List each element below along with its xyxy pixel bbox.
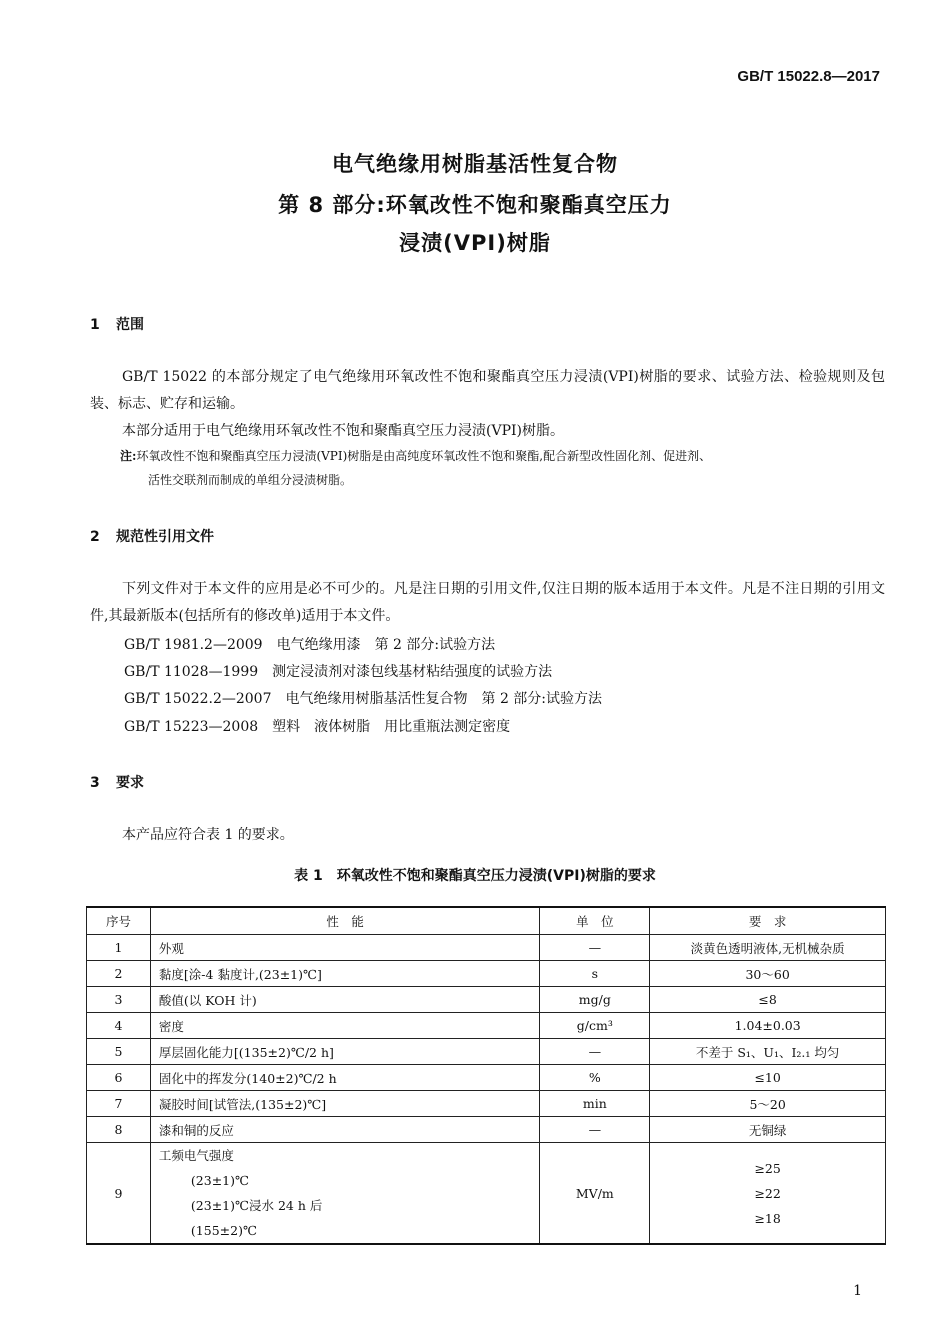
section-3-intro: 本产品应符合表 1 的要求。 <box>122 827 294 843</box>
cell-unit: min <box>540 1091 650 1117</box>
normative-reference: GB/T 11028—1999 测定浸渍剂对漆包线基材粘结强度的试验方法 <box>124 664 553 680</box>
section-1-note <box>120 444 890 492</box>
table-row <box>87 1117 886 1143</box>
normative-reference: GB/T 15223—2008 塑料 液体树脂 用比重瓶法测定密度 <box>124 719 511 735</box>
cell-property: 漆和铜的反应 <box>150 1117 539 1143</box>
cell-unit: % <box>540 1065 650 1091</box>
cell-property: 凝胶时间[试管法,(135±2)℃] <box>150 1091 539 1117</box>
page-number: 1 <box>853 1283 862 1299</box>
cell-requirement: 淡黄色透明液体,无机械杂质 <box>650 935 886 961</box>
table-row <box>87 935 886 961</box>
cell-property: 酸值(以 KOH 计) <box>150 987 539 1013</box>
table-row <box>87 1013 886 1039</box>
note-line-2: 活性交联剂而制成的单组分浸渍树脂。 <box>148 473 353 487</box>
cell-seq: 3 <box>87 987 151 1013</box>
section-1-para-2: 本部分适用于电气绝缘用环氧改性不饱和聚酯真空压力浸渍(VPI)树脂。 <box>122 423 564 439</box>
cell-seq: 9 <box>87 1143 151 1245</box>
cell-seq: 5 <box>87 1039 151 1065</box>
section-1-number: 1 <box>90 317 100 333</box>
table-header-row <box>87 907 886 935</box>
standard-code: GB/T 15022.8—2017 <box>737 68 880 85</box>
dielectric-strength-title: 工频电气强度 <box>158 1148 234 1163</box>
cell-seq: 8 <box>87 1117 151 1143</box>
header-unit: 单 位 <box>540 907 650 935</box>
cell-unit: — <box>540 1117 650 1143</box>
table-row <box>87 987 886 1013</box>
cell-property: 黏度[涂-4 黏度计,(23±1)℃] <box>150 961 539 987</box>
requirement-value: ≥18 <box>754 1210 781 1226</box>
requirements-table <box>86 906 886 1245</box>
note-line-1: 环氧改性不饱和聚酯真空压力浸渍(VPI)树脂是由高纯度环氧改性不饱和聚酯,配合新型改性固化剂、促进剂、 <box>136 449 712 463</box>
cell-property <box>150 1143 539 1245</box>
cell-requirement: 30～60 <box>650 961 886 987</box>
table-row <box>87 1091 886 1117</box>
cell-seq: 6 <box>87 1065 151 1091</box>
cell-property: 外观 <box>150 935 539 961</box>
cell-requirement: 5～20 <box>650 1091 886 1117</box>
cell-unit: mg/g <box>540 987 650 1013</box>
doc-title-line3: 浸渍(VPI)树脂 <box>399 231 551 255</box>
cell-requirement: ≤10 <box>650 1065 886 1091</box>
requirement-value: ≥22 <box>754 1185 781 1201</box>
section-1-para-1: GB/T 15022 的本部分规定了电气绝缘用环氧改性不饱和聚酯真空压力浸渍(VPI)树脂的要求、试验方法、检验规则及包装、标志、贮存和运输。 <box>90 369 885 412</box>
cell-seq: 4 <box>87 1013 151 1039</box>
table-row <box>87 1065 886 1091</box>
cell-unit: — <box>540 1039 650 1065</box>
requirement-value: ≥25 <box>754 1160 781 1176</box>
cell-unit: — <box>540 935 650 961</box>
header-seq: 序号 <box>87 907 151 935</box>
test-condition: (23±1)℃ <box>190 1173 249 1188</box>
test-condition: (155±2)℃ <box>190 1223 257 1238</box>
section-3-title: 要求 <box>116 775 144 791</box>
table-row <box>87 961 886 987</box>
table-row <box>87 1039 886 1065</box>
cell-seq: 7 <box>87 1091 151 1117</box>
section-1-title: 范围 <box>116 317 144 333</box>
cell-requirement: 1.04±0.03 <box>650 1013 886 1039</box>
cell-seq: 1 <box>87 935 151 961</box>
section-1-heading <box>90 314 144 334</box>
section-2-number: 2 <box>90 529 100 545</box>
cell-property: 固化中的挥发分(140±2)℃/2 h <box>150 1065 539 1091</box>
cell-requirement: ≤8 <box>650 987 886 1013</box>
cell-requirement <box>650 1143 886 1245</box>
section-2-heading <box>90 526 214 546</box>
cell-unit: MV/m <box>540 1143 650 1245</box>
test-condition: (23±1)℃浸水 24 h 后 <box>190 1198 323 1213</box>
doc-title-line2: 第 8 部分:环氧改性不饱和聚酯真空压力 <box>278 193 672 217</box>
table-row-dielectric-strength <box>87 1143 886 1245</box>
normative-reference: GB/T 1981.2—2009 电气绝缘用漆 第 2 部分:试验方法 <box>124 637 496 653</box>
section-2-title: 规范性引用文件 <box>116 529 214 545</box>
header-requirement: 要 求 <box>650 907 886 935</box>
table-1-caption: 表 1 环氧改性不饱和聚酯真空压力浸渍(VPI)树脂的要求 <box>294 868 656 884</box>
cell-seq: 2 <box>87 961 151 987</box>
section-3-heading <box>90 772 144 792</box>
cell-requirement: 无铜绿 <box>650 1117 886 1143</box>
cell-unit: g/cm³ <box>540 1013 650 1039</box>
cell-property: 厚层固化能力[(135±2)℃/2 h] <box>150 1039 539 1065</box>
section-2-intro: 下列文件对于本文件的应用是必不可少的。凡是注日期的引用文件,仅注日期的版本适用于本文件。凡是不注日期的引用文件,其最新版本(包括所有的修改单)适用于本文件。 <box>90 581 885 624</box>
normative-reference: GB/T 15022.2—2007 电气绝缘用树脂基活性复合物 第 2 部分:试验方法 <box>124 691 603 707</box>
note-label: 注: <box>120 449 137 463</box>
cell-requirement: 不差于 S₁、U₁、I₂.₁ 均匀 <box>650 1039 886 1065</box>
cell-unit: s <box>540 961 650 987</box>
cell-property: 密度 <box>150 1013 539 1039</box>
section-3-number: 3 <box>90 775 100 791</box>
doc-title-line1: 电气绝缘用树脂基活性复合物 <box>332 152 618 176</box>
header-property: 性 能 <box>150 907 539 935</box>
